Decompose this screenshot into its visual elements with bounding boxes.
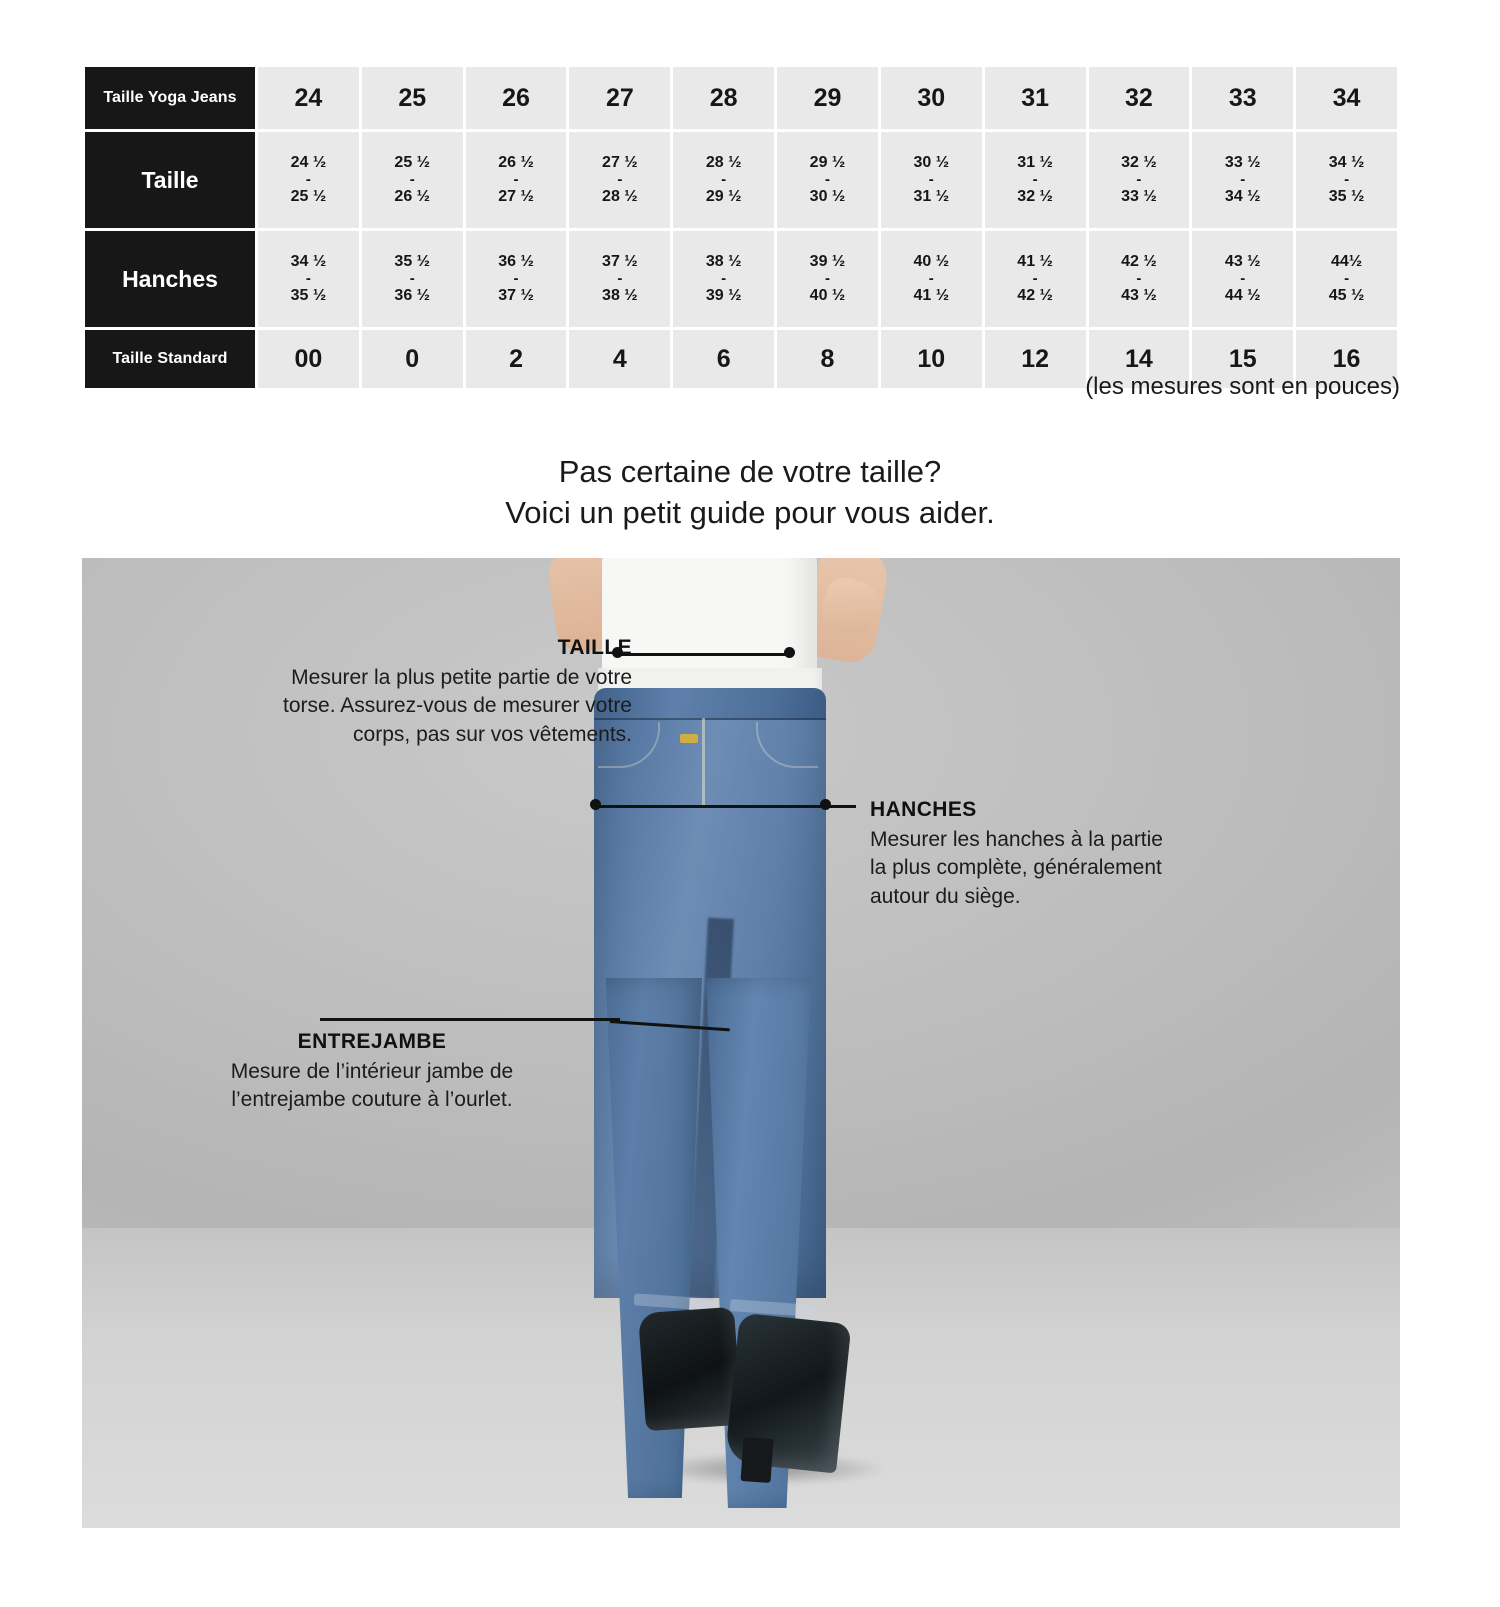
annotation-waist-body: Mesurer la plus petite partie de votre torse. Assurez-vous de mesurer votre corps, pas sur vos vêtements.	[283, 666, 632, 746]
units-note: (les mesures sont en pouces)	[1085, 373, 1400, 400]
table-cell: 31 ½ - 32 ½	[985, 132, 1086, 228]
table-cell: 39 ½ - 40 ½	[777, 231, 878, 327]
table-cell: 44½ - 45 ½	[1296, 231, 1397, 327]
table-cell: 31	[985, 67, 1086, 129]
table-cell: 29 ½ - 30 ½	[777, 132, 878, 228]
table-cell: 29	[777, 67, 878, 129]
table-cell: 0	[362, 330, 463, 388]
waist-measure-dot-right	[784, 647, 795, 658]
table-cell: 4	[569, 330, 670, 388]
table-cell: 8	[777, 330, 878, 388]
annotation-waist	[242, 636, 632, 749]
annotation-hips-body: Mesurer les hanches à la partie la plus complète, généralement autour du siège.	[870, 828, 1163, 908]
jeans-brand-tag	[680, 734, 698, 743]
table-cell: 16	[1296, 330, 1397, 388]
table-cell: 2	[466, 330, 567, 388]
table-cell: 33 ½ - 34 ½	[1192, 132, 1293, 228]
table-cell: 24	[258, 67, 359, 129]
table-cell: 42 ½ - 43 ½	[1089, 231, 1190, 327]
page-title-line-1: Pas certaine de votre taille?	[558, 454, 942, 489]
table-row	[85, 231, 1397, 327]
hips-measure-line	[594, 805, 856, 808]
hips-measure-dot-left	[590, 799, 601, 810]
size-chart-table-container	[82, 64, 1400, 391]
table-cell: 34 ½ - 35 ½	[1296, 132, 1397, 228]
table-cell: 28	[673, 67, 774, 129]
table-cell: 43 ½ - 44 ½	[1192, 231, 1293, 327]
annotation-inseam-title: ENTREJAMBE	[297, 1030, 447, 1053]
table-cell: 26 ½ - 27 ½	[466, 132, 567, 228]
table-cell: 35 ½ - 36 ½	[362, 231, 463, 327]
table-cell: 30 ½ - 31 ½	[881, 132, 982, 228]
table-cell: 32	[1089, 67, 1190, 129]
table-cell: 00	[258, 330, 359, 388]
table-cell: 32 ½ - 33 ½	[1089, 132, 1190, 228]
annotation-hips-title: HANCHES	[870, 798, 977, 821]
row-header-yoga-size: Taille Yoga Jeans	[85, 67, 255, 129]
table-cell: 33	[1192, 67, 1293, 129]
model-right-boot-heel	[741, 1437, 774, 1483]
hips-measure-dot-right	[820, 799, 831, 810]
table-cell: 15	[1192, 330, 1293, 388]
row-header-waist: Taille	[85, 132, 255, 228]
table-cell: 6	[673, 330, 774, 388]
table-cell: 38 ½ - 39 ½	[673, 231, 774, 327]
table-cell: 26	[466, 67, 567, 129]
table-cell: 40 ½ - 41 ½	[881, 231, 982, 327]
table-row	[85, 132, 1397, 228]
table-cell: 36 ½ - 37 ½	[466, 231, 567, 327]
table-cell: 14	[1089, 330, 1190, 388]
table-row	[85, 67, 1397, 129]
model-left-boot	[638, 1307, 742, 1431]
row-header-standard-size: Taille Standard	[85, 330, 255, 388]
table-cell: 34 ½ - 35 ½	[258, 231, 359, 327]
measurement-guide-photo	[82, 558, 1400, 1528]
size-chart-table	[82, 64, 1400, 391]
page-title	[0, 452, 1500, 534]
table-cell: 25 ½ - 26 ½	[362, 132, 463, 228]
table-cell: 12	[985, 330, 1086, 388]
jeans-fly-seam	[702, 718, 705, 808]
table-cell: 37 ½ - 38 ½	[569, 231, 670, 327]
table-cell: 25	[362, 67, 463, 129]
page-title-line-2: Voici un petit guide pour vous aider.	[505, 494, 995, 530]
annotation-hips	[870, 798, 1170, 911]
annotation-inseam	[202, 1030, 542, 1115]
table-cell: 28 ½ - 29 ½	[673, 132, 774, 228]
jeans-right-pocket	[756, 722, 818, 768]
annotation-inseam-body: Mesure de l’intérieur jambe de l’entrejambe couture à l’ourlet.	[230, 1060, 514, 1112]
table-cell: 41 ½ - 42 ½	[985, 231, 1086, 327]
inseam-leader-line	[320, 1018, 620, 1021]
table-cell: 24 ½ - 25 ½	[258, 132, 359, 228]
table-cell: 27	[569, 67, 670, 129]
waist-measure-line	[618, 653, 792, 656]
table-cell: 27 ½ - 28 ½	[569, 132, 670, 228]
annotation-waist-title: TAILLE	[557, 636, 632, 659]
table-cell: 10	[881, 330, 982, 388]
table-cell: 34	[1296, 67, 1397, 129]
row-header-hips: Hanches	[85, 231, 255, 327]
table-cell: 30	[881, 67, 982, 129]
